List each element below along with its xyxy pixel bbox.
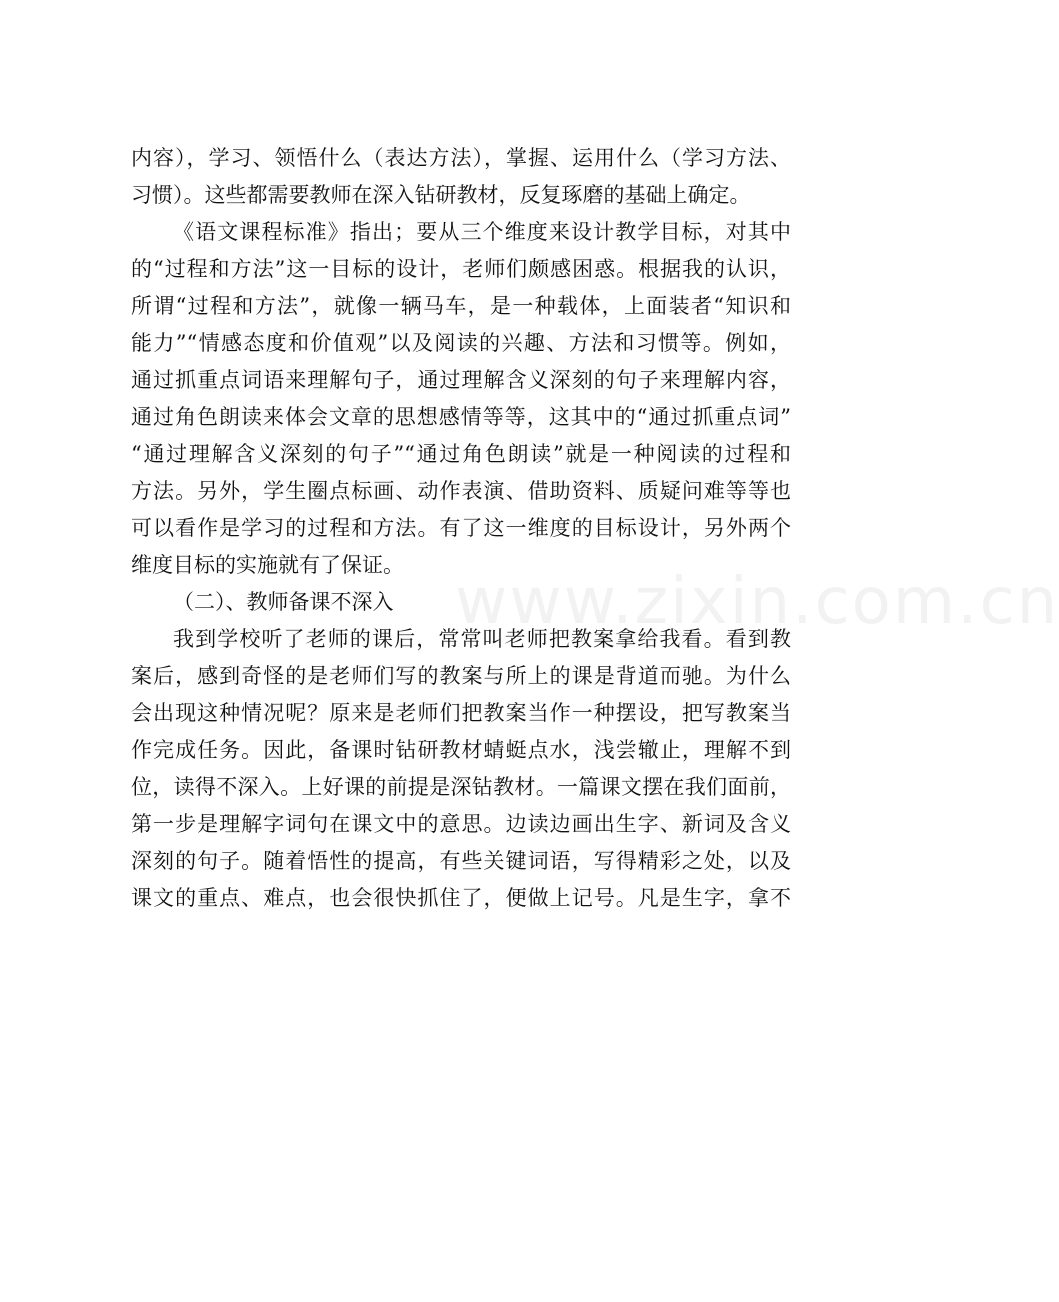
text-line: 维度目标的实施就有了保证。: [131, 553, 404, 577]
text-line: 习惯）。这些都需要教师在深入钻研教材，反复琢磨的基础上确定。: [131, 183, 751, 207]
text-line: 作完成任务。因此，备课时钻研教材蜻蜓点水，浅尝辙止，理解不到: [131, 738, 791, 762]
text-line: 方法。另外，学生圈点标画、动作表演、借助资料、质疑问难等等也: [131, 479, 791, 503]
text-line: 位，读得不深入。上好课的前提是深钻教材。一篇课文摆在我们面前，: [131, 775, 791, 799]
paragraph-1: [131, 140, 791, 214]
section-heading: （二）、教师备课不深入: [173, 590, 394, 614]
text-line: 内容），学习、领悟什么（表达方法），掌握、运用什么（学习方法、: [131, 146, 791, 170]
text-line: 所谓“过程和方法”，就像一辆马车，是一种载体，上面装者“知识和: [131, 294, 791, 318]
text-line: 可以看作是学习的过程和方法。有了这一维度的目标设计，另外两个: [131, 516, 791, 540]
paragraph-2: [131, 214, 791, 584]
text-line: 通过抓重点词语来理解句子，通过理解含义深刻的句子来理解内容，: [131, 368, 791, 392]
text-line: 我到学校听了老师的课后，常常叫老师把教案拿给我看。看到教: [173, 627, 791, 651]
text-line: 课文的重点、难点，也会很快抓住了，便做上记号。凡是生字，拿不: [131, 886, 791, 910]
text-line: “通过理解含义深刻的句子”“通过角色朗读”就是一种阅读的过程和: [131, 442, 791, 466]
paragraph-3: [131, 621, 791, 917]
document-body: [131, 140, 791, 917]
text-line: 深刻的句子。随着悟性的提高，有些关键词语，写得精彩之处，以及: [131, 849, 791, 873]
text-line: 的“过程和方法”这一目标的设计，老师们颇感困惑。根据我的认识，: [131, 257, 791, 281]
text-line: 《语文课程标准》指出；要从三个维度来设计教学目标，对其中: [173, 220, 791, 244]
watermark: www.zixin.com.cn: [455, 565, 1059, 639]
text-line: 第一步是理解字词句在课文中的意思。边读边画出生字、新词及含义: [131, 812, 791, 836]
text-line: 通过角色朗读来体会文章的思想感情等等，这其中的“通过抓重点词”: [131, 405, 791, 429]
text-line: 会出现这种情况呢？原来是老师们把教案当作一种摆设，把写教案当: [131, 701, 791, 725]
text-line: 案后，感到奇怪的是老师们写的教案与所上的课是背道而驰。为什么: [131, 664, 791, 688]
text-line: 能力”“情感态度和价值观”以及阅读的兴趣、方法和习惯等。例如，: [131, 331, 791, 355]
